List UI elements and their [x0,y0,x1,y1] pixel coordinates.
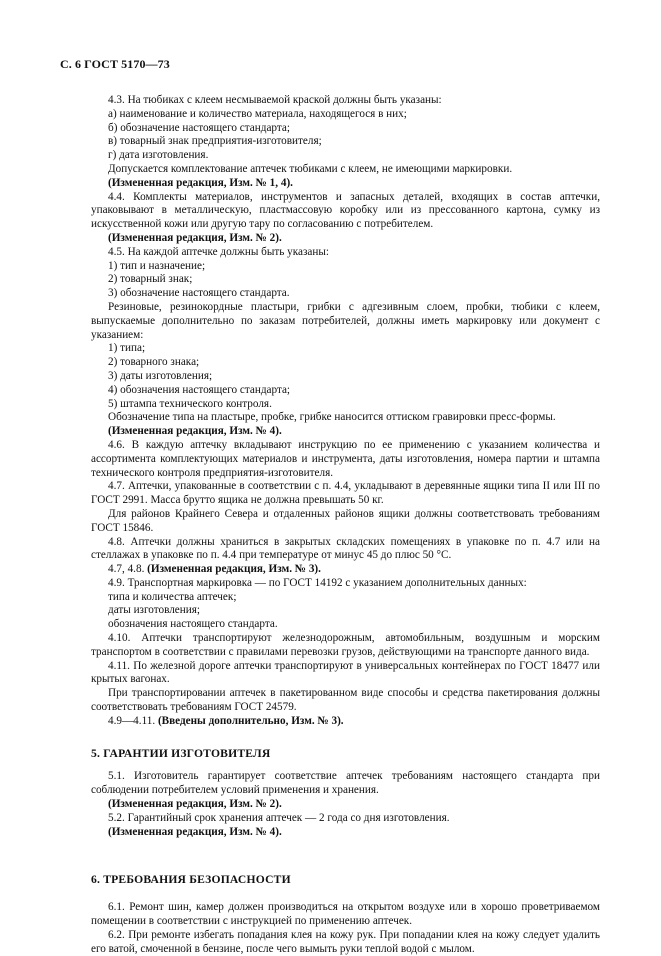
section-heading: 5. ГАРАНТИИ ИЗГОТОВИТЕЛЯ [91,746,271,760]
paragraph: При транспортировании аптечек в пакетированном виде способы и средства пакетирования должны соответствовать требованиям ГОСТ 24579. [91,687,600,714]
paragraph: б) обозначение настоящего стандарта; [108,121,290,134]
paragraph: 6.2. При ремонте избегать попадания клея на кожу рук. При попадании клея на кожу следует удалить его ватой, смоченной в бензине, после чего вымыть руки теплой водой с мылом. [91,928,600,955]
section-heading: 6. ТРЕБОВАНИЯ БЕЗОПАСНОСТИ [91,873,291,887]
list-item: 3) обозначение настоящего стандарта. [108,287,290,300]
amendment-note [91,563,600,577]
list-item: Обозначение типа на пластыре, пробке, грибке наносится оттиском гравировки пресс-формы. [108,411,556,424]
list-item: 3) даты изготовления; [108,369,213,382]
clause-ref: 4.7, 4.8. [108,563,148,576]
list-item: 4) обозначения настоящего стандарта; [108,383,291,396]
paragraph: 4.4. Комплекты материалов, инструментов и запасных деталей, входящих в состав аптечки, упаковывают в металлическую, пластмассовую коробку или из прессованного картона, сумку из искусственной кожи или другую тару по согласованию с потребителем. [91,190,600,231]
list-item: типа и количества аптечек; [108,590,237,603]
paragraph: 4.9. Транспортная маркировка — по ГОСТ 14192 с указанием дополнительных данных: [108,576,527,589]
list-item: 2) товарный знак; [108,273,193,286]
amendment-text: (Измененная редакция, Изм. № 3). [147,563,321,576]
paragraph: 5.1. Изготовитель гарантирует соответствие аптечек требованиям настоящего стандарта при соблюдении потребителем условий применения и хранения. [91,770,600,797]
amendment-note: (Измененная редакция, Изм. № 1, 4). [108,176,293,189]
list-item: 1) тип и назначение; [108,259,206,272]
paragraph: г) дата изготовления. [108,149,209,162]
amendment-text: (Введены дополнительно, Изм. № 3). [157,714,344,727]
list-item: обозначения настоящего стандарта. [108,618,278,631]
document-body [91,94,600,956]
list-item: даты изготовления; [108,604,200,617]
paragraph: в) товарный знак предприятия-изготовителя; [108,135,322,148]
paragraph: 4.7. Аптечки, упакованные в соответствии с п. 4.4, укладывают в деревянные ящики типа II или III по ГОСТ 2991. Масса брутто ящика не должна превышать 50 кг. [91,480,600,507]
amendment-note [91,715,600,729]
paragraph: 4.6. В каждую аптечку вкладывают инструкцию по ее применению с указанием количества и ассортимента комплектующих материалов и инструмента, даты изготовления, номера партии и штампа технического контроля предприятия-изготовителя. [91,438,600,479]
amendment-note: (Измененная редакция, Изм. № 4). [108,825,282,838]
list-item: 2) товарного знака; [108,356,200,369]
running-header: С. 6 ГОСТ 5170—73 [60,57,170,71]
paragraph: Для районов Крайнего Севера и отдаленных районов ящики должны соответствовать требованиям ГОСТ 15846. [91,507,600,534]
paragraph: 5.2. Гарантийный срок хранения аптечек — 2 года со дня изготовления. [108,811,450,824]
list-item: 5) штампа технического контроля. [108,397,272,410]
paragraph: 4.3. На тюбиках с клеем несмываемой краской должны быть указаны: [108,94,442,106]
amendment-note: (Измененная редакция, Изм. № 4). [108,425,282,438]
paragraph: Резиновые, резинокордные пластыри, грибки с адгезивным слоем, пробки, тюбики с клеем, выпускаемые дополнительно по заказам потребителей, должны иметь маркировку или документ с указанием: [91,300,600,341]
clause-ref: 4.9—4.11. [108,714,158,727]
paragraph: а) наименование и количество материала, находящегося в них; [108,107,407,120]
paragraph: 6.1. Ремонт шин, камер должен производиться на открытом воздухе или в хорошо проветриваемом помещении в соответствии с инструкцией по применению аптечек. [91,901,600,928]
amendment-note: (Измененная редакция, Изм. № 2). [108,798,282,811]
paragraph: 4.10. Аптечки транспортируют железнодорожным, автомобильным, воздушным и морским транспортом в соответствии с правилами перевозки грузов, действующими на транспорте данного вида. [91,632,600,658]
paragraph: 4.5. На каждой аптечке должны быть указаны: [108,245,329,258]
list-item: Допускается комплектование аптечек тюбиками с клеем, не имеющими маркировки. [108,162,513,175]
list-item: 1) типа; [108,342,146,355]
amendment-note: (Измененная редакция, Изм. № 2). [108,231,282,244]
paragraph: 4.8. Аптечки должны храниться в закрытых складских помещениях в упаковке по п. 4.7 или на стеллажах в упаковке по п. 4.4 при температуре от минус 45 до плюс 50 °С. [91,535,600,562]
paragraph: 4.11. По железной дороге аптечки транспортируют в универсальных контейнерах по ГОСТ 18477 или крытых вагонах. [91,659,600,686]
